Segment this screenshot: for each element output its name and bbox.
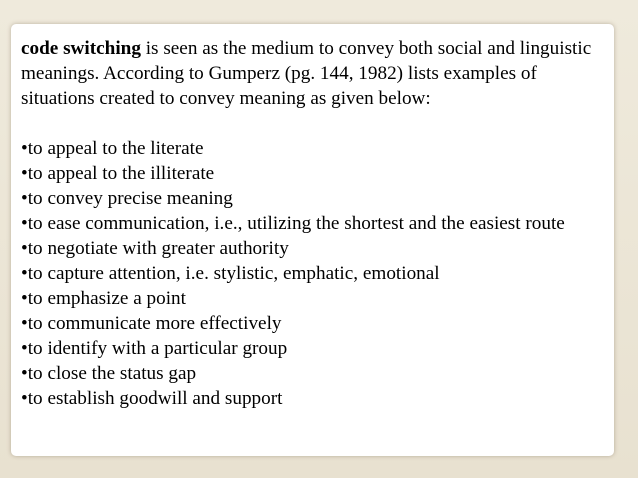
list-item: •to close the status gap	[21, 363, 197, 384]
bullet-icon: •	[21, 338, 28, 359]
list-item: •to emphasize a point	[21, 288, 186, 309]
bullet-icon: •	[21, 213, 28, 234]
bullet-icon: •	[21, 238, 28, 259]
bullet-icon: •	[21, 263, 28, 284]
intro-paragraph	[21, 36, 605, 111]
list-item: •to capture attention, i.e. stylistic, emphatic, emotional	[21, 263, 440, 284]
list-item: •to appeal to the literate	[21, 138, 204, 159]
list-item: •to communicate more effectively	[21, 313, 282, 334]
list-item: •to negotiate with greater authority	[21, 238, 289, 259]
bullet-icon: •	[21, 188, 28, 209]
intro-text: is seen as the medium to convey both social and linguistic meanings. According to Gumperz (pg. 144, 1982) lists examples of situations created to convey meaning as given below:	[21, 38, 592, 109]
bullet-icon: •	[21, 138, 28, 159]
list-item: •to convey precise meaning	[21, 188, 233, 209]
intro-term: code switching	[21, 38, 141, 59]
bullet-icon: •	[21, 363, 28, 384]
list-item: •to ease communication, i.e., utilizing the shortest and the easiest route	[21, 213, 565, 234]
bullet-icon: •	[21, 313, 28, 334]
situation-list	[21, 136, 605, 411]
list-item: •to identify with a particular group	[21, 338, 288, 359]
bullet-icon: •	[21, 163, 28, 184]
list-item: •to appeal to the illiterate	[21, 163, 215, 184]
bullet-icon: •	[21, 388, 28, 409]
slide-content	[21, 36, 605, 411]
bullet-icon: •	[21, 288, 28, 309]
paragraph-spacer	[21, 111, 605, 136]
list-item: •to establish goodwill and support	[21, 388, 283, 409]
